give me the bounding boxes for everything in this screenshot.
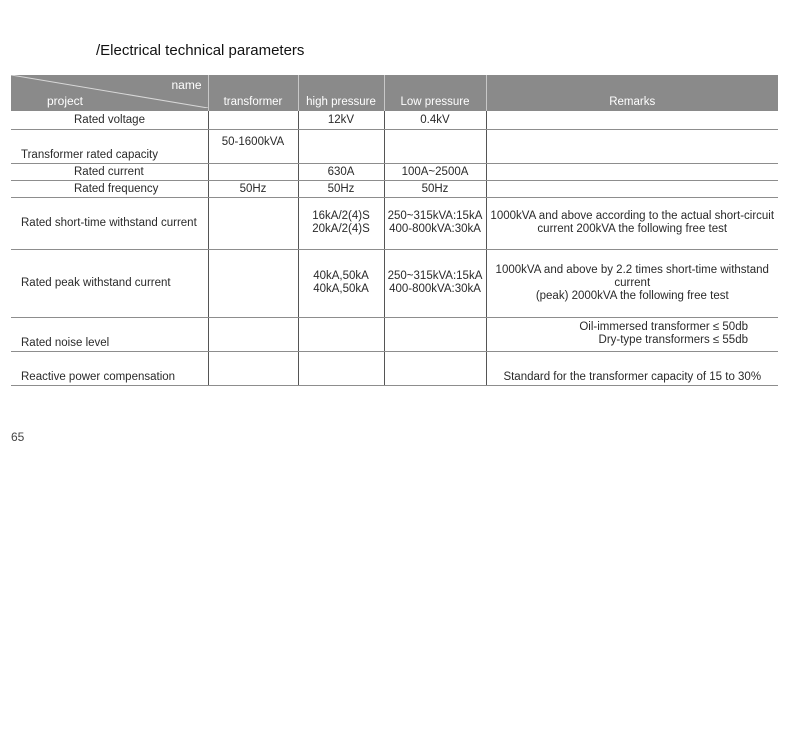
row-high-pressure [298, 129, 384, 163]
cell-line: 40kA,50kA [313, 270, 369, 282]
row-high-pressure [298, 351, 384, 385]
table-row [11, 351, 778, 385]
row-transformer [208, 197, 298, 249]
cell-line: current 200kVA the following free test [537, 223, 728, 235]
cell-line: (peak) 2000kVA the following free test [535, 289, 729, 302]
cell-line: Oil-immersed transformer ≤ 50db [579, 321, 748, 333]
table-header-row [11, 75, 778, 111]
row-high-pressure: 12kV [298, 111, 384, 129]
table-row [11, 129, 778, 163]
row-transformer [208, 317, 298, 351]
row-project: Rated short-time withstand current [11, 197, 208, 249]
table-row [11, 180, 778, 197]
header-remarks: Remarks [486, 75, 778, 111]
row-remarks [486, 111, 778, 129]
cell-line: 250~315kVA:15kA [387, 270, 483, 282]
row-high-pressure: 50Hz [298, 180, 384, 197]
table-row [11, 317, 778, 351]
table-row [11, 163, 778, 180]
row-transformer: 50-1600kVA [208, 129, 298, 163]
row-low-pressure [384, 351, 486, 385]
header-project-label: project [47, 94, 84, 108]
row-high-pressure [298, 317, 384, 351]
cell-line: 40kA,50kA [313, 283, 369, 295]
row-low-pressure: 50Hz [384, 180, 486, 197]
page-title: /Electrical technical parameters [96, 42, 305, 59]
row-project: Reactive power compensation [11, 351, 208, 385]
row-transformer [208, 163, 298, 180]
row-remarks [486, 197, 778, 249]
table-row [11, 249, 778, 317]
cell-line: 400-800kVA:30kA [389, 283, 481, 295]
row-low-pressure [384, 197, 486, 249]
row-project: Rated noise level [11, 317, 208, 351]
cell-line: 1000kVA and above according to the actual short-circuit [490, 210, 775, 222]
row-transformer: 50Hz [208, 180, 298, 197]
parameters-table [11, 75, 778, 386]
header-low-pressure: Low pressure [384, 75, 486, 111]
header-transformer: transformer [208, 75, 298, 111]
row-low-pressure [384, 249, 486, 317]
row-project: Rated current [11, 163, 208, 180]
cell-line: Dry-type transformers ≤ 55db [598, 334, 748, 346]
row-low-pressure [384, 129, 486, 163]
row-high-pressure [298, 197, 384, 249]
row-remarks [486, 317, 778, 351]
row-remarks [486, 163, 778, 180]
row-low-pressure [384, 317, 486, 351]
row-transformer [208, 249, 298, 317]
table-row [11, 111, 778, 129]
cell-line: 20kA/2(4)S [312, 223, 370, 235]
cell-line: 400-800kVA:30kA [389, 223, 481, 235]
row-remarks [486, 249, 778, 317]
row-project: Rated voltage [11, 111, 208, 129]
row-remarks [486, 180, 778, 197]
row-transformer [208, 111, 298, 129]
cell-line: 16kA/2(4)S [312, 210, 370, 222]
row-high-pressure: 630A [298, 163, 384, 180]
cell-line: 1000kVA and above by 2.2 times short-time withstand current [495, 263, 769, 289]
header-high-pressure: high pressure [298, 75, 384, 111]
row-low-pressure: 100A~2500A [384, 163, 486, 180]
row-high-pressure [298, 249, 384, 317]
row-low-pressure: 0.4kV [384, 111, 486, 129]
row-project: Rated frequency [11, 180, 208, 197]
row-project: Rated peak withstand current [11, 249, 208, 317]
table-row [11, 197, 778, 249]
cell-line: 250~315kVA:15kA [387, 210, 483, 222]
row-remarks: Standard for the transformer capacity of 15 to 30% [486, 351, 778, 385]
row-transformer [208, 351, 298, 385]
page-number: 65 [11, 430, 25, 444]
row-remarks [486, 129, 778, 163]
header-diagonal-cell [11, 75, 208, 111]
row-project: Transformer rated capacity [11, 129, 208, 163]
header-name-label: name [171, 78, 202, 92]
